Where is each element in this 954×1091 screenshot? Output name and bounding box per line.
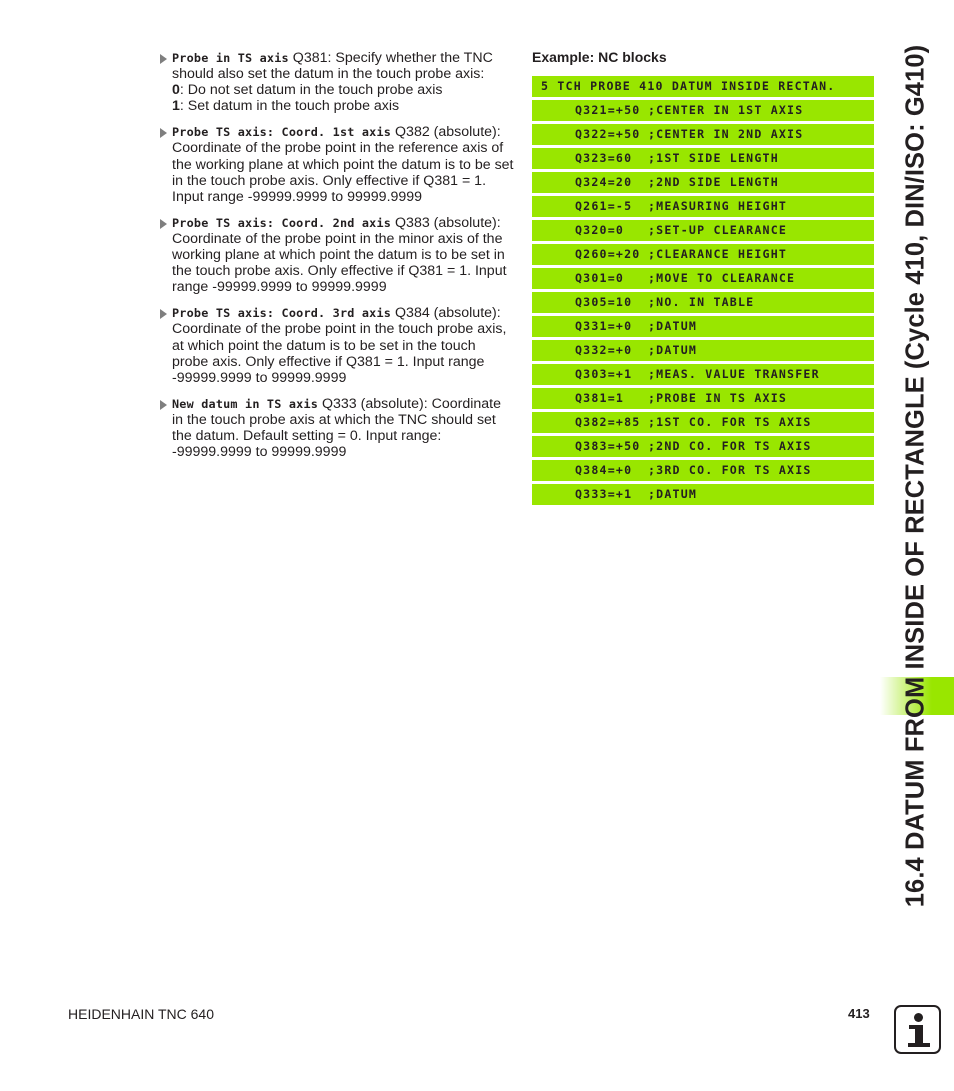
param-option (172, 82, 514, 98)
param-term: Probe TS axis: Coord. 3rd axis (172, 306, 392, 321)
nc-comment: ;MEASURING HEIGHT (648, 199, 788, 213)
nc-block-line (532, 172, 874, 193)
nc-code: Q333=+1 (575, 487, 633, 501)
nc-block-line (532, 484, 874, 505)
option-text: : Set datum in the touch probe axis (179, 98, 400, 115)
side-title-container (879, 40, 953, 912)
nc-block-line (532, 148, 874, 169)
example-heading: Example: NC blocks (532, 49, 667, 65)
param-coord-3rd-axis (158, 305, 514, 385)
nc-code: Q384=+0 (575, 463, 633, 477)
nc-code: Q320=0 (575, 223, 625, 237)
nc-code: Q381=1 (575, 391, 625, 405)
info-icon-stem (915, 1025, 923, 1045)
nc-code: Q322=+50 (575, 127, 641, 141)
nc-comment: ;2ND CO. FOR TS AXIS (648, 439, 812, 453)
nc-code: Q260=+20 (575, 247, 641, 261)
nc-block-list (532, 76, 874, 508)
param-description: Q333 (absolute): Coordinate in the touch probe axis at which the TNC should set the datum. Default setting = 0. Input range: -99999.9999 to 99999.9999 (172, 395, 502, 461)
nc-comment: ;CENTER IN 2ND AXIS (648, 127, 804, 141)
nc-code: Q321=+50 (575, 103, 641, 117)
nc-code: Q382=+85 (575, 415, 641, 429)
nc-block-line (532, 460, 874, 481)
chapter-side-title: 16.4 DATUM FROM INSIDE OF RECTANGLE (Cycle 410, DIN/ISO: G410) (901, 44, 930, 908)
param-new-datum (158, 396, 514, 460)
option-key: 0 (172, 82, 180, 99)
nc-block-line (532, 124, 874, 145)
param-term: Probe TS axis: Coord. 1st axis (172, 125, 392, 140)
nc-code: Q305=10 (575, 295, 633, 309)
nc-code: Q261=-5 (575, 199, 633, 213)
param-description: Q381: Specify whether the TNC should also set the datum in the touch probe axis: (172, 50, 493, 83)
nc-code: Q383=+50 (575, 439, 641, 453)
nc-block-line (532, 412, 874, 433)
info-icon-serif-bottom (908, 1043, 930, 1047)
nc-comment: ;NO. IN TABLE (648, 295, 755, 309)
nc-block-header: 5 TCH PROBE 410 DATUM INSIDE RECTAN. (532, 76, 874, 97)
nc-comment: ;DATUM (648, 319, 698, 333)
nc-block-line (532, 340, 874, 361)
nc-comment: ;DATUM (648, 343, 698, 357)
nc-block-line (532, 196, 874, 217)
nc-block-line (532, 268, 874, 289)
nc-block-line (532, 316, 874, 337)
info-icon-dot (914, 1013, 923, 1022)
nc-block-line (532, 220, 874, 241)
nc-comment: ;2ND SIDE LENGTH (648, 175, 779, 189)
arrow-right-icon (160, 400, 167, 410)
param-term: Probe in TS axis (172, 51, 289, 65)
nc-comment: ;SET-UP CLEARANCE (648, 223, 788, 237)
nc-comment: ;MEAS. VALUE TRANSFER (648, 367, 820, 381)
param-coord-2nd-axis (158, 215, 514, 295)
nc-code: Q324=20 (575, 175, 633, 189)
nc-code: Q323=60 (575, 151, 633, 165)
nc-comment: ;DATUM (648, 487, 698, 501)
page-number: 413 (848, 1006, 870, 1021)
nc-comment: ;CENTER IN 1ST AXIS (648, 103, 804, 117)
nc-block-line (532, 364, 874, 385)
nc-comment: ;CLEARANCE HEIGHT (648, 247, 788, 261)
param-description: Q384 (absolute): Coordinate of the probe point in the touch probe axis, at which point the datum is to be set in the touch probe axis. Only effective if Q381 = 1. Input range -99999.9999 to 99999.9999 (172, 305, 507, 386)
nc-block-line (532, 292, 874, 313)
param-option (172, 98, 514, 114)
info-icon (894, 1005, 941, 1054)
arrow-right-icon (160, 54, 167, 64)
param-term: New datum in TS axis (172, 396, 319, 411)
arrow-right-icon (160, 128, 167, 138)
nc-comment: ;3RD CO. FOR TS AXIS (648, 463, 812, 477)
nc-code: Q303=+1 (575, 367, 633, 381)
footer-product-name: HEIDENHAIN TNC 640 (68, 1006, 215, 1022)
nc-comment: ;MOVE TO CLEARANCE (648, 271, 796, 285)
param-coord-1st-axis (158, 124, 514, 204)
nc-code: Q332=+0 (575, 343, 633, 357)
param-description: Q382 (absolute): Coordinate of the probe point in the reference axis of the working plane at which point the datum is to be set in the touch probe axis. Only effective if Q381 = 1. Input range -99999.9999 to 99999.9999 (172, 124, 514, 205)
param-term: Probe TS axis: Coord. 2nd axis (172, 215, 392, 230)
nc-comment: ;1ST CO. FOR TS AXIS (648, 415, 812, 429)
arrow-right-icon (160, 309, 167, 319)
option-text: : Do not set datum in the touch probe axis (179, 82, 443, 99)
nc-code: Q331=+0 (575, 319, 633, 333)
nc-comment: ;PROBE IN TS AXIS (648, 391, 788, 405)
nc-block-line (532, 388, 874, 409)
param-probe-in-ts-axis (158, 50, 514, 114)
nc-code: Q301=0 (575, 271, 625, 285)
param-description: Q383 (absolute): Coordinate of the probe point in the minor axis of the working plane at which point the datum is to be set in the touch probe axis. Only effective if Q381 = 1. Input range -99999.9999 to 99999.9999 (172, 214, 507, 296)
option-key: 1 (172, 98, 180, 115)
nc-comment: ;1ST SIDE LENGTH (648, 151, 779, 165)
nc-block-line (532, 436, 874, 457)
arrow-right-icon (160, 219, 167, 229)
nc-block-line (532, 244, 874, 265)
parameter-list (158, 50, 514, 470)
nc-block-line (532, 100, 874, 121)
